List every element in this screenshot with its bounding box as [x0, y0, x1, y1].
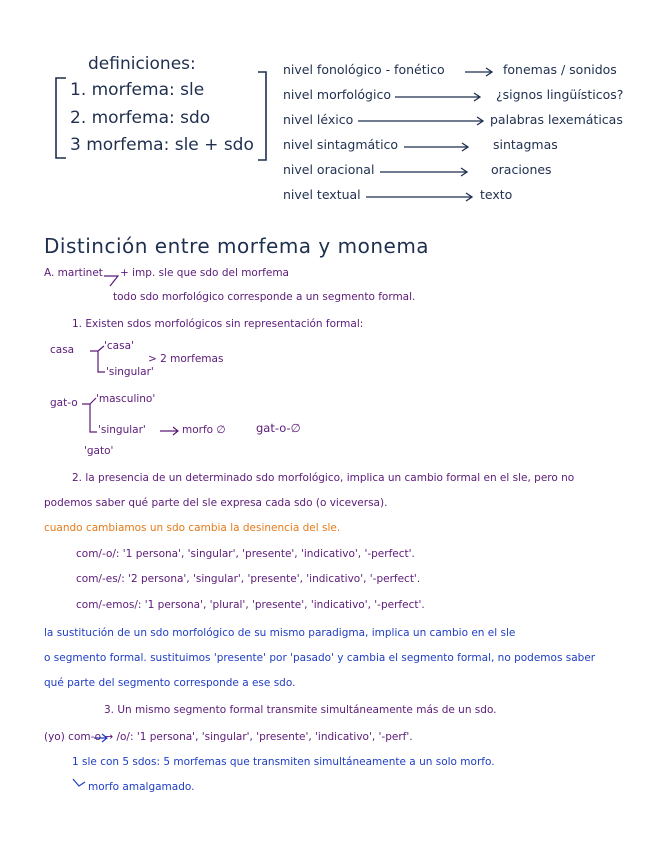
point3-title: 3. Un mismo segmento formal transmite simultáneamente más de un sdo. [104, 704, 497, 716]
level-label-4: nivel sintagmático [283, 137, 399, 152]
level-label-1: nivel fonológico - fonético [283, 62, 445, 77]
casa-meaning-1: 'casa' [104, 340, 134, 352]
level-result-2: ¿signos lingüísticos? [496, 87, 624, 102]
definition-item-2: 2. morfema: sdo [70, 108, 211, 128]
point2-line-1: 2. la presencia de un determinado sdo morfológico, implica un cambio formal en el sle, pero no [72, 472, 575, 484]
gato-meaning-3: 'gato' [84, 445, 114, 457]
gato-branch [82, 398, 97, 432]
point3-note-1: 1 sle con 5 sdos: 5 morfemas que transmiten simultáneamente a un solo morfo. [72, 756, 495, 768]
casa-word: casa [50, 344, 75, 356]
blue-note-line-3: qué parte del segmento corresponde a ese sdo. [44, 677, 296, 689]
martinet-name: A. martinet [44, 267, 103, 279]
casa-result: > 2 morfemas [148, 353, 224, 365]
blue-note-line-1: la sustitución de un sdo morfológico de su mismo paradigma, implica un cambio en el sle [44, 627, 516, 639]
gato-meaning-2: 'singular' [98, 424, 146, 436]
level-result-4: sintagmas [493, 137, 558, 152]
definitions-title: definiciones: [88, 54, 196, 74]
definition-item-1: 1. morfema: sle [70, 80, 205, 100]
level-result-1: fonemas / sonidos [503, 62, 617, 77]
level-result-6: texto [480, 187, 513, 202]
gato-meaning-1: 'masculino' [96, 393, 156, 405]
level-result-3: palabras lexemáticas [490, 112, 623, 127]
right-bracket [258, 72, 266, 160]
definition-item-3: 3 morfema: sle + sdo [70, 135, 254, 155]
level-result-5: oraciones [491, 162, 552, 177]
level-label-6: nivel textual [283, 187, 361, 202]
point1-title: 1. Existen sdos morfológicos sin representación formal: [72, 318, 364, 330]
casa-meaning-2: 'singular' [106, 366, 154, 378]
level-label-2: nivel morfológico [283, 87, 391, 102]
point2-example-2: com/-es/: '2 persona', 'singular', 'presente', 'indicativo', '-perfect'. [76, 573, 421, 585]
level-label-5: nivel oracional [283, 162, 375, 177]
gato-morfo-cero: morfo ∅ [182, 424, 226, 436]
morfo-arrow [160, 427, 178, 435]
point3-example: (yo) com-o → /o/: '1 persona', 'singular', 'presente', 'indicativo', '-perf'. [44, 731, 413, 743]
point2-example-1: com/-o/: '1 persona', 'singular', 'presente', 'indicativo', '-perfect'. [76, 548, 415, 560]
martinet-line-2: todo sdo morfológico corresponde a un segmento formal. [113, 291, 416, 303]
point2-example-3: com/-emos/: '1 persona', 'plural', 'presente', 'indicativo', '-perfect'. [76, 599, 425, 611]
martinet-line-1: + imp. sle que sdo del morfema [120, 267, 289, 279]
martinet-arrow [104, 276, 118, 286]
point2-orange-note: cuando cambiamos un sdo cambia la desinencia del sle. [44, 522, 341, 534]
section-heading: Distinción entre morfema y monema [44, 234, 430, 258]
point3-note-2: morfo amalgamado. [88, 781, 195, 793]
level-label-3: nivel léxico [283, 112, 354, 127]
casa-branch [90, 346, 105, 372]
gato-form: gat-o-∅ [256, 421, 301, 435]
gato-word: gat-o [50, 397, 78, 409]
blue-note-line-2: o segmento formal. sustituimos 'presente' por 'pasado' y cambia el segmento formal, no podemos saber [44, 652, 596, 664]
p3-hook [73, 779, 85, 786]
left-bracket [56, 78, 66, 158]
point2-line-2: podemos saber qué parte del sle expresa cada sdo (o viceversa). [44, 497, 388, 509]
